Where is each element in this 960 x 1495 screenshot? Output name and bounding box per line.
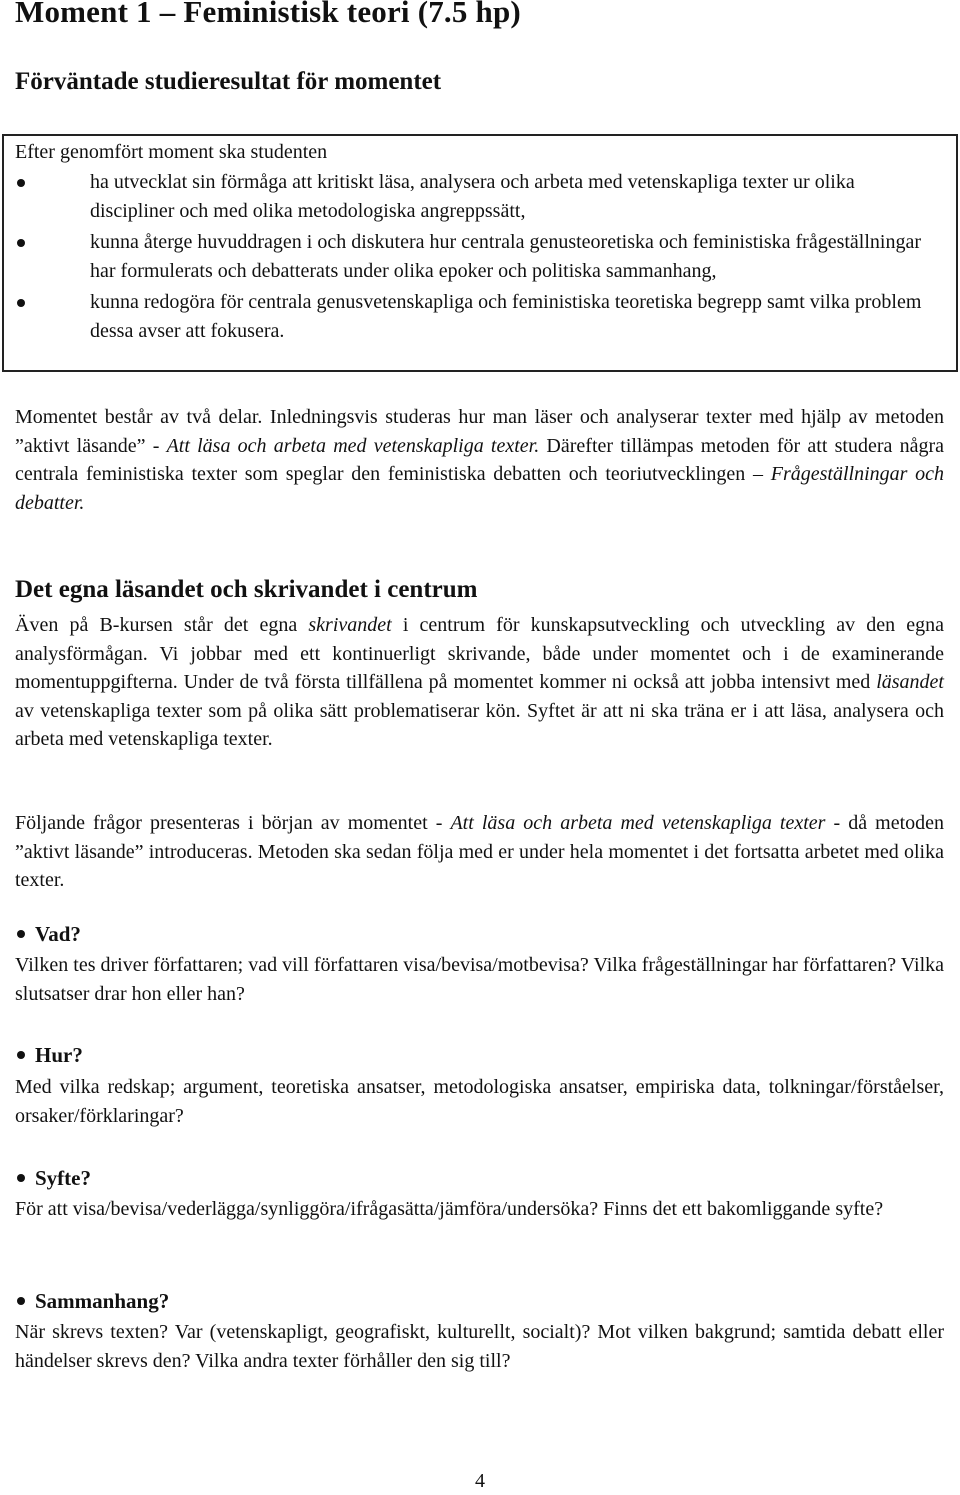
question-text-syfte: För att visa/bevisa/vederlägga/synliggöra/ifrågasätta/jämföra/undersöka? Finns det ett bakomliggande syfte? <box>15 1198 884 1220</box>
list-item: ha utvecklat sin förmåga att kritiskt läsa, analysera och arbeta med vetenskapliga texter ur olika discipliner och med olika metodologiska angreppssätt, <box>15 168 944 226</box>
learning-outcomes-list <box>15 168 944 346</box>
bullet-icon <box>17 1051 25 1059</box>
section-paragraph-2: Följande frågor presenteras i början av momentet - Att läsa och arbeta med vetenskapliga texter - då metoden ”aktivt läsande” introduceras. Metoden ska sedan följa med er under hela momentet i det fortsatta arbetet med olika texter. <box>15 812 945 891</box>
question-heading-vad: Vad? <box>15 922 81 947</box>
bullet-icon <box>17 179 25 187</box>
question-text-sammanhang: När skrevs texten? Var (vetenskapligt, geografiskt, kulturellt, socialt)? Mot vilken bakgrund; samtida debatt eller händelser skrevs den? Vilka andra texter förhåller den sig till? <box>15 1321 944 1372</box>
question-heading-syfte: Syfte? <box>15 1166 91 1191</box>
list-item: kunna redogöra för centrala genusvetenskapliga och feministiska teoretiska begrepp samt vilka problem dessa avser att fokusera. <box>15 288 944 346</box>
section-paragraph-1: Även på B-kursen står det egna skrivandet i centrum för kunskapsutveckling och utveckling av den egna analysförmågan. Vi jobbar med ett kontinuerligt skrivande, både under momentet och i de examinerande momentuppgifterna. Under de två första tillfällena på momentet kommer ni också att jobba intensivt med läsandet av vetenskapliga texter som på olika sätt problematiserar kön. Syftet är att ni ska träna er i att läsa, analysera och arbeta med vetenskapliga texter. <box>15 614 944 750</box>
question-heading-hur: Hur? <box>15 1043 83 1068</box>
learning-outcomes-intro: Efter genomfört moment ska studenten <box>15 141 328 163</box>
page-subtitle: Förväntade studieresultat för momentet <box>15 68 442 95</box>
bullet-icon <box>17 930 25 938</box>
page-number: 4 <box>475 1470 485 1492</box>
question-text-vad: Vilken tes driver författaren; vad vill författaren visa/bevisa/motbevisa? Vilka frågeställningar har författaren? Vilka slutsatser drar hon eller han? <box>15 954 944 1005</box>
question-heading-sammanhang: Sammanhang? <box>15 1289 169 1314</box>
page-title: Moment 1 – Feministisk teori (7.5 hp) <box>15 0 521 29</box>
bullet-icon <box>17 1174 25 1182</box>
bullet-icon <box>17 239 25 247</box>
moment-description: Momentet består av två delar. Inledningsvis studeras hur man läser och analyserar texter med hjälp av metoden ”aktivt läsande” - Att läsa och arbeta med vetenskapliga texter. Därefter tillämpas metoden för att studera några centrala feministiska texter som speglar den feministiska debatten och teoriutvecklingen – Frågeställningar och debatter. <box>15 406 944 514</box>
bullet-icon <box>17 1297 25 1305</box>
question-text-hur: Med vilka redskap; argument, teoretiska ansatser, metodologiska ansatser, empiriska data, tolkningar/förståelser, orsaker/förklaringar? <box>15 1076 944 1127</box>
bullet-icon <box>17 299 25 307</box>
section-heading: Det egna läsandet och skrivandet i centrum <box>15 576 478 603</box>
list-item: kunna återge huvuddragen i och diskutera hur centrala genusteoretiska och feministiska frågeställningar har formulerats och debatterats under olika epoker och politiska sammanhang, <box>15 228 944 286</box>
